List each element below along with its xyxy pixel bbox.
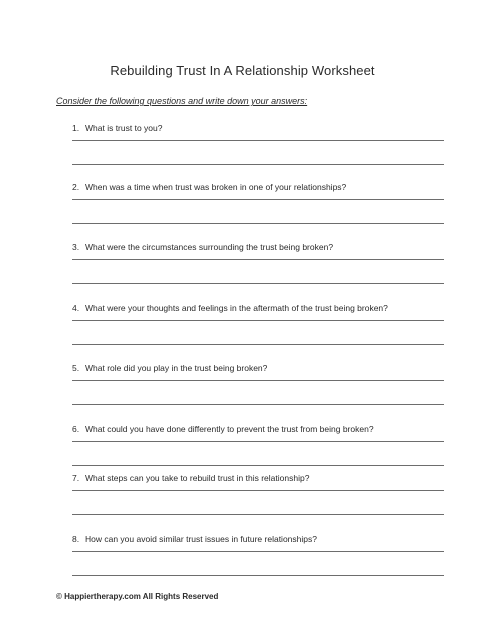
question-text: What steps can you take to rebuild trust in this relationship?	[85, 473, 310, 483]
answer-line[interactable]	[72, 259, 444, 260]
answer-line[interactable]	[72, 441, 444, 442]
answer-line[interactable]	[72, 164, 444, 165]
question-2	[72, 181, 444, 193]
answer-line[interactable]	[72, 320, 444, 321]
answer-line[interactable]	[72, 344, 444, 345]
question-6	[72, 423, 444, 435]
question-text: What were your thoughts and feelings in the aftermath of the trust being broken?	[85, 303, 388, 313]
answer-line[interactable]	[72, 140, 444, 141]
worksheet-title: Rebuilding Trust In A Relationship Worksheet	[110, 63, 375, 78]
question-5	[72, 362, 444, 374]
question-8	[72, 533, 444, 545]
question-number: 7.	[72, 473, 80, 483]
question-text: What could you have done differently to prevent the trust from being broken?	[85, 424, 374, 434]
question-number: 8.	[72, 534, 80, 544]
question-7	[72, 472, 444, 484]
answer-line[interactable]	[72, 380, 444, 381]
question-number: 3.	[72, 242, 80, 252]
answer-line[interactable]	[72, 223, 444, 224]
copyright-footer: © Happiertherapy.com All Rights Reserved	[56, 592, 219, 601]
question-text: What is trust to you?	[85, 123, 163, 133]
question-text: How can you avoid similar trust issues in future relationships?	[85, 534, 317, 544]
answer-line[interactable]	[72, 490, 444, 491]
question-number: 4.	[72, 303, 80, 313]
question-4	[72, 302, 444, 314]
answer-line[interactable]	[72, 575, 444, 576]
question-text: What were the circumstances surrounding the trust being broken?	[85, 242, 334, 252]
question-number: 1.	[72, 123, 80, 133]
question-1	[72, 122, 444, 134]
question-number: 5.	[72, 363, 80, 373]
question-3	[72, 241, 444, 253]
question-number: 2.	[72, 182, 80, 192]
question-number: 6.	[72, 424, 80, 434]
answer-line[interactable]	[72, 514, 444, 515]
answer-line[interactable]	[72, 283, 444, 284]
answer-line[interactable]	[72, 199, 444, 200]
instructions-text: Consider the following questions and write down your answers:	[56, 96, 308, 106]
answer-line[interactable]	[72, 551, 444, 552]
question-text: What role did you play in the trust being broken?	[85, 363, 268, 373]
question-text: When was a time when trust was broken in one of your relationships?	[85, 182, 347, 192]
answer-line[interactable]	[72, 404, 444, 405]
answer-line[interactable]	[72, 465, 444, 466]
